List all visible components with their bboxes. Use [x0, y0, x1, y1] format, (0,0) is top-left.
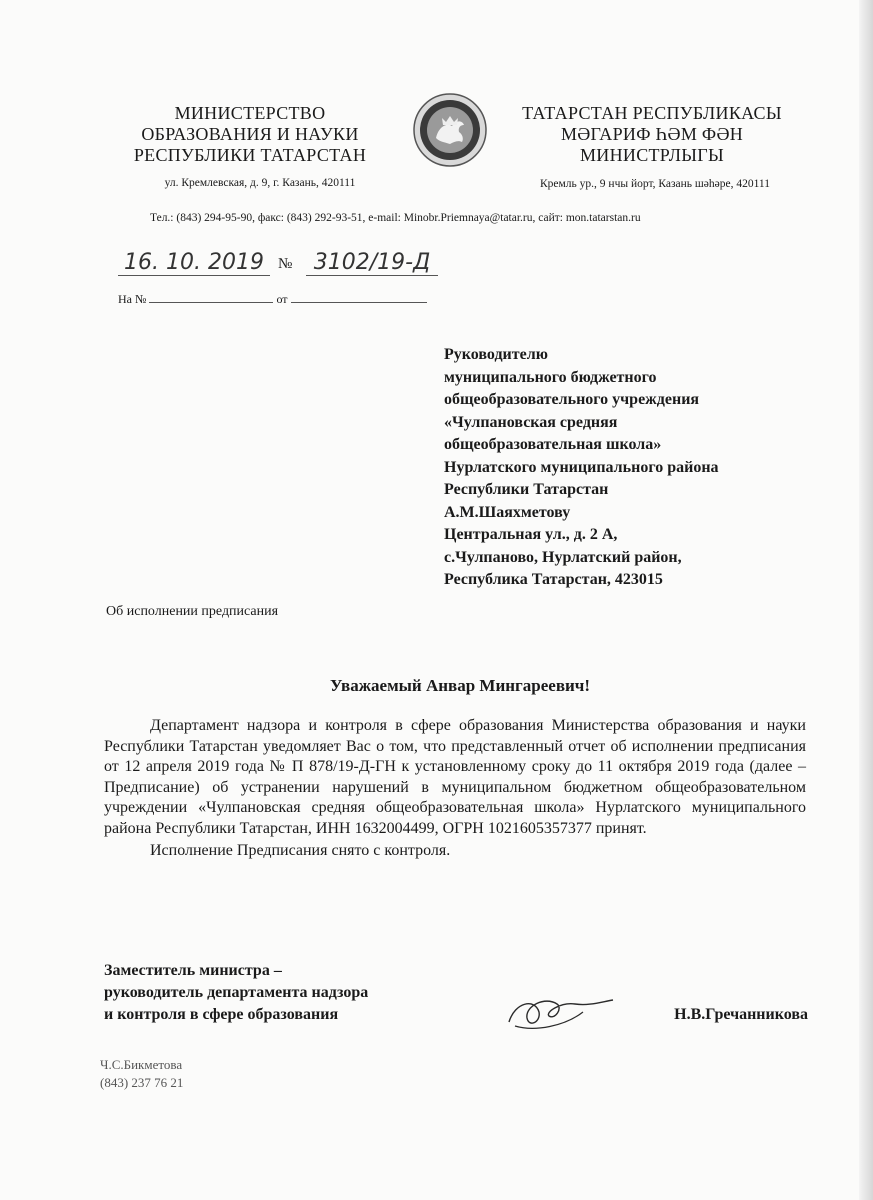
- reference-line: [118, 292, 438, 307]
- header-left-address: ул. Кремлевская, д. 9, г. Казань, 420111: [164, 177, 356, 189]
- recipient-line: А.М.Шаяхметову: [444, 503, 571, 521]
- greeting: Уважаемый Анвар Мингареевич!: [329, 676, 591, 695]
- recipient-line: Центральная ул., д. 2 А,: [444, 526, 618, 543]
- recipient-line: Республика Татарстан, 423015: [444, 571, 663, 588]
- handwritten-signature-icon: [505, 982, 617, 1038]
- recipient-line: муниципального бюджетного: [444, 368, 657, 386]
- header-left-line-1: МИНИСТЕРСТВО: [174, 103, 326, 123]
- registration-number: 3102/19-Д: [306, 250, 438, 276]
- signatory-name: Н.В.Гречанникова: [674, 1006, 808, 1023]
- recipient-line: Республики Татарстан: [444, 481, 609, 498]
- page-edge-shadow: [859, 0, 873, 1200]
- header-contacts: Тел.: (843) 294-95-90, факс: (843) 292-93-51, e-mail: Minobr.Priemnaya@tatar.ru, сайт: mon.tatarstan.ru: [150, 212, 641, 224]
- header-right: [500, 103, 804, 166]
- executor-block: [100, 1056, 183, 1092]
- signatory-title-line-3: и контроля в сфере образования: [104, 1006, 339, 1023]
- recipient-line: Руководителю: [444, 346, 548, 363]
- reference-number-blank: [149, 302, 273, 303]
- recipient-line: «Чулпановская средняя: [444, 413, 618, 431]
- signatory-title-line-1: Заместитель министра –: [104, 962, 282, 979]
- reference-number-label: На №: [118, 292, 147, 306]
- header-right-address: Кремль ур., 9 нчы йорт, Казань шәһәре, 420111: [540, 178, 770, 190]
- tatarstan-coat-of-arms-icon: [412, 92, 488, 168]
- subject-line: Об исполнении предписания: [106, 604, 279, 619]
- reference-from-label: от: [276, 292, 288, 306]
- header-left-line-3: РЕСПУБЛИКИ ТАТАРСТАН: [133, 145, 367, 165]
- recipient-line: с.Чулпаново, Нурлатский район,: [444, 548, 682, 566]
- header-right-line-3: МИНИСТРЛЫГЫ: [580, 145, 724, 165]
- recipient-block: [444, 344, 804, 592]
- executor-name: Ч.С.Бикметова: [100, 1057, 183, 1072]
- body-paragraph-2: Исполнение Предписания снято с контроля.: [150, 842, 451, 859]
- signatory-title-line-2: руководитель департамента надзора: [104, 984, 369, 1001]
- registration-number-label: №: [278, 256, 293, 272]
- header-left-line-2: ОБРАЗОВАНИЯ И НАУКИ: [141, 124, 359, 144]
- recipient-line: общеобразовательного учреждения: [444, 391, 700, 408]
- executor-phone: (843) 237 76 21: [100, 1075, 184, 1090]
- header-right-line-1: ТАТАРСТАН РЕСПУБЛИКАСЫ: [522, 103, 782, 123]
- registration-date: 16. 10. 2019: [118, 250, 270, 276]
- signatory-title: [104, 960, 464, 1026]
- recipient-line: Нурлатского муниципального района: [444, 458, 719, 476]
- body-paragraph-1: Департамент надзора и контроля в сфере образования Министерства образования и науки Республики Татарстан уведомляет Вас о том, что представленный отчет об исполнении предписания от 12 апреля 2019 года № П 878/19-Д-ГН к установленному сроку до 11 октября 2019 года (далее – Предписание) об устранении нарушений в муниципальном бюджетном общеобразовательном учреждении «Чулпановская средняя общеобразовательная школа» Нурлатского муниципального района Республики Татарстан, ИНН 1632004499, ОГРН 1021605357377 принят.: [104, 717, 806, 837]
- letter-body: [104, 716, 806, 862]
- recipient-line: общеобразовательная школа»: [444, 436, 662, 453]
- header-left: [112, 103, 388, 166]
- header-right-line-2: МӘГАРИФ ҺӘМ ФӘН: [560, 124, 744, 144]
- registration-line: [118, 250, 458, 280]
- reference-date-blank: [291, 302, 427, 303]
